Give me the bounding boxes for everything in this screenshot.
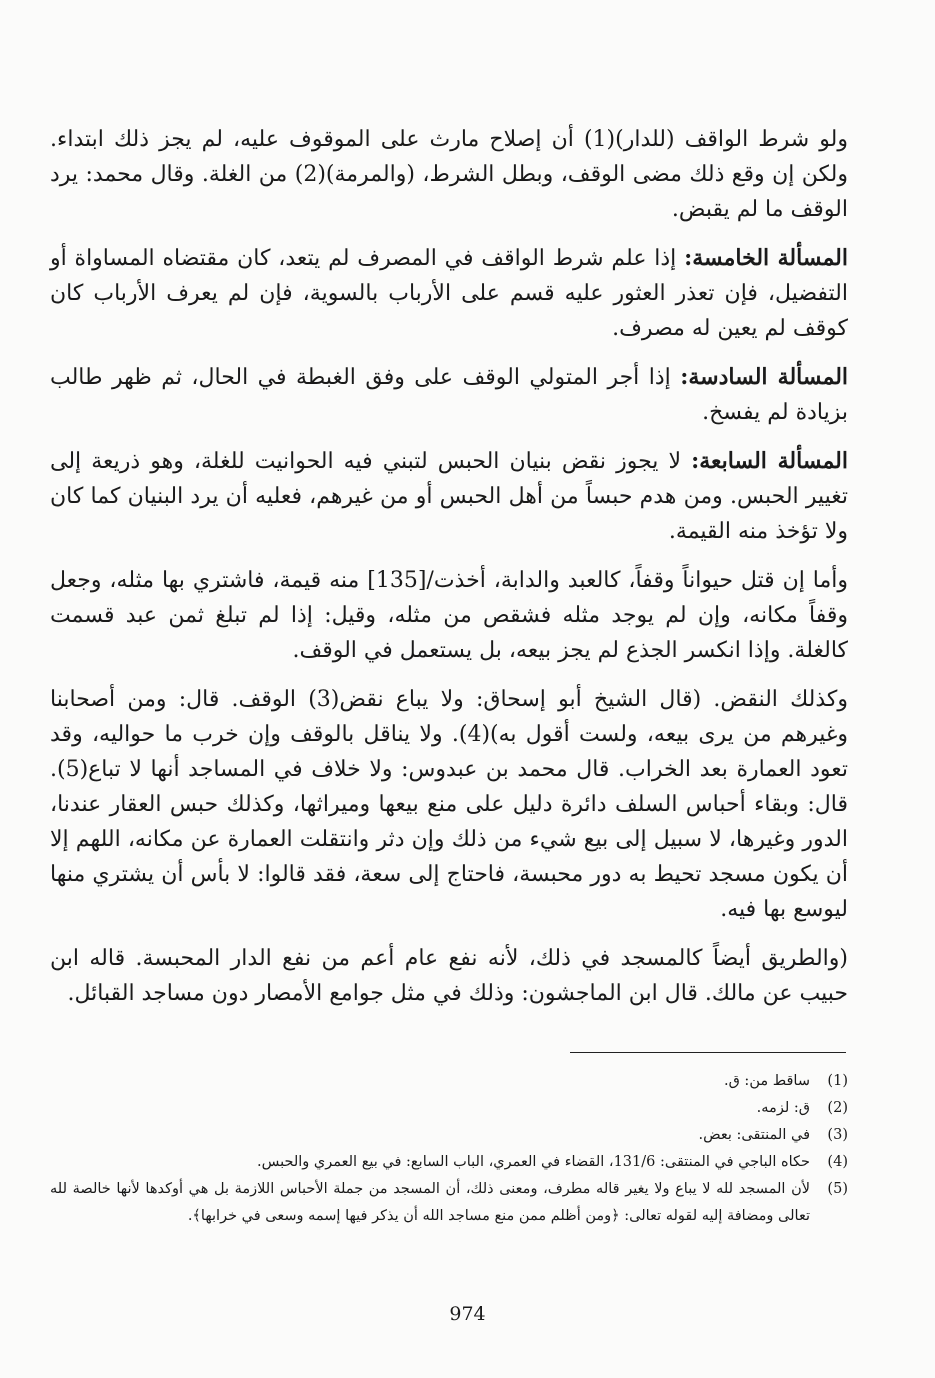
- paragraph: (والطريق أيضاً كالمسجد في ذلك، لأنه نفع عام أعم من نفع الدار المحبسة. قاله ابن حبيب عن مالك. قال ابن الماجشون: وذلك في مثل جوامع الأمصار دون مساجد القبائل.: [50, 946, 848, 1006]
- page-number: 974: [449, 1303, 486, 1325]
- footnote: [50, 1122, 848, 1149]
- footnote-number: (1): [827, 1073, 848, 1089]
- paragraph: ولو شرط الواقف (للدار)(1) أن إصلاح مارث على الموقوف عليه، لم يجز ذلك ابتداء. ولكن إن وقع ذلك مضى الوقف، وبطل الشرط، (والمرمة)(2) من الغلة. وقال محمد: يرد الوقف ما لم يقبض.: [50, 127, 848, 222]
- footnote: [50, 1095, 848, 1122]
- paragraph-issue-7: المسألة السابعة: لا يجوز نقض بنيان الحبس لتبني فيه الحوانيت للغلة، وهو ذريعة إلى تغيير الحبس. ومن هدم حبساً من أهل الحبس أو من غيرهم، فعليه أن يرد البنيان كما كان ولا تؤخذ منه القيمة.: [50, 448, 848, 544]
- footnote-text: لأن المسجد لله لا يباع ولا يغير قاله مطرف، ومعنى ذلك، أن المسجد من جملة الأحباس اللازمة بل هي أوكدها لأنها خالصة لله تعالى ومضافة إليه لقوله تعالى: ﴿ومن أظلم ممن منع مساجد الله أن يذكر فيها إسمه وسعى في خرابها﴾.: [50, 1181, 810, 1224]
- footnote-number: (5): [827, 1181, 848, 1197]
- section-heading: المسألة السادسة:: [680, 364, 849, 390]
- section-heading: المسألة الخامسة:: [684, 245, 848, 271]
- section-heading: المسألة السابعة:: [691, 448, 848, 474]
- footnote-text: حكاه الباجي في المنتقى: 131/6، القضاء في العمري، الباب السابع: في بيع العمري والحبس.: [257, 1154, 810, 1170]
- paragraph-issue-5: المسألة الخامسة: إذا علم شرط الواقف في المصرف لم يتعد، كان مقتضاه المساواة أو التفضيل، فإن تعذر العثور عليه قسم على الأرباب بالسوية، فإن لم يعرف الأرباب كان كوقف لم يعين له مصرف.: [50, 245, 848, 341]
- footnote-separator: [570, 1052, 846, 1053]
- paragraph: وكذلك النقض. (قال الشيخ أبو إسحاق: ولا يباع نقض(3) الوقف. قال: ومن أصحابنا وغيرهم من يرى بيعه، ولست أقول به)(4). ولا يناقل بالوقف وإن خرب ما حواليه، وقد تعود العمارة بعد الخراب. قال محمد بن عبدوس: ولا خلاف في المساجد أنها لا تباع(5). قال: وبقاء أحباس السلف دائرة دليل على منع بيعها وميراثها، وكذلك حبس العقار عندنا، الدور وغيرها، لا سبيل إلى بيع شيء من ذلك وإن دثر وانتقلت العمارة عن مكانه، اللهم إلا أن يكون مسجد تحيط به دور محبسة، فاحتاج إلى سعة، فقد قالوا: لا بأس أن يشتري منها ليوسع بها فيه.: [50, 687, 849, 922]
- footnote-text: في المنتقى: بعض.: [698, 1127, 810, 1143]
- footnote: [50, 1068, 848, 1095]
- paragraph-issue-6: المسألة السادسة: إذا أجر المتولي الوقف على وفق الغبطة في الحال، ثم ظهر طالب بزيادة لم يفسخ.: [50, 364, 849, 425]
- footnote-number: (4): [827, 1154, 848, 1170]
- footnotes: [50, 1068, 848, 1230]
- footnote-number: (3): [827, 1127, 848, 1143]
- footnote-text: ق: لزمه.: [756, 1100, 810, 1116]
- main-text: [50, 122, 848, 1025]
- footnote: [50, 1149, 848, 1176]
- paragraph: وأما إن قتل حيواناً وقفاً، كالعبد والدابة، أخذت/[135] منه قيمة، فاشتري بها مثله، وجعل وقفاً مكانه، وإن لم يوجد مثله فشقص من مثله، وقيل: إذا لم تبلغ ثمن عبد قسمت كالغلة. وإذا انكسر الجذع لم يجز بيعه، بل يستعمل في الوقف.: [50, 568, 849, 663]
- footnote: [50, 1176, 848, 1230]
- footnote-number: (2): [827, 1100, 848, 1116]
- footnote-text: ساقط من: ق.: [723, 1073, 810, 1089]
